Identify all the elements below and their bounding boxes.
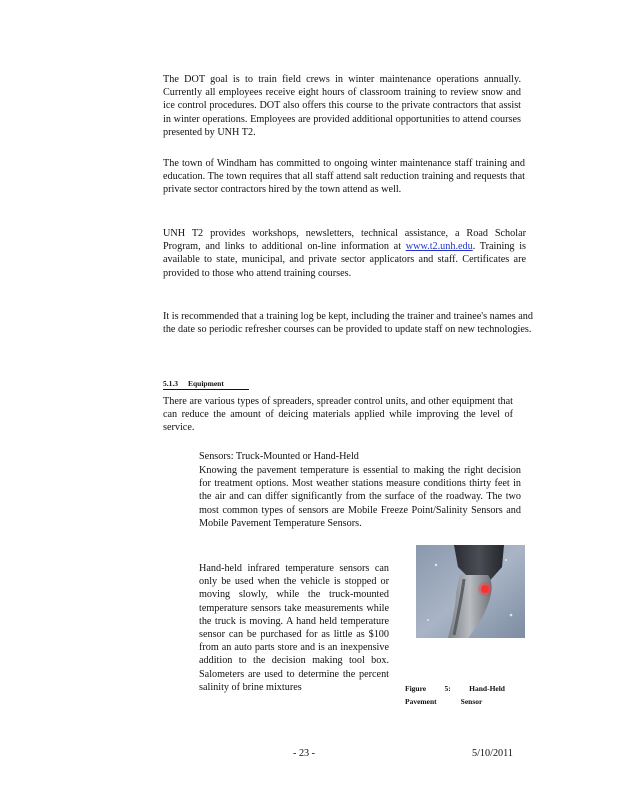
paragraph-windham: The town of Windham has committed to ongoing winter maintenance staff training and education. The town requires that all staff attend salt reduction training and requests that private sector contractors hired by the town attend as well.: [163, 158, 525, 196]
paragraph-unh-t2: [163, 227, 526, 280]
figure-title-sensor: Sensor: [460, 697, 483, 706]
section-number: 5.1.3: [163, 379, 178, 388]
figure-caption: [405, 682, 505, 708]
section-title: Equipment: [188, 379, 224, 388]
paragraph-dot-goal: The DOT goal is to train field crews in winter maintenance operations annually. Currently all employees receive eight hours of classroom training to review snow and ice control procedures. DOT also offers this course to the private contractors that assist in winter operations. Employees are provided additional opportunities to attend courses presented by UNH T2.: [163, 74, 521, 138]
paragraph-sensors: Knowing the pavement temperature is essential to making the right decision for treatment options. Most weather stations measure conditions thirty feet in the air and can differ significantly from the surface of the roadway. The two most common types of sensors are Mobile Freeze Point/Salinity Sensors and Mobile Pavement Temperature Sensors.: [199, 465, 521, 529]
unh-t2-text-before: UNH T2 provides workshops, newsletters, technical assistance, a Road Scholar Program, and links to additional on-line information at: [163, 228, 526, 253]
figure-label: Figure: [405, 684, 427, 693]
footer-date: 5/10/2011: [472, 748, 513, 759]
subsection-title: Sensors: Truck-Mounted or Hand-Held: [199, 451, 359, 462]
figure-title-pavement: Pavement: [405, 697, 437, 706]
paragraph-equipment-intro: There are various types of spreaders, spreader control units, and other equipment that can reduce the amount of deicing materials applied while improving the level of service.: [163, 396, 513, 434]
figure-number: 5:: [444, 684, 451, 693]
handheld-sensor-photo: [416, 545, 525, 638]
section-heading: [163, 379, 249, 390]
paragraph-handheld: Hand-held infrared temperature sensors can only be used when the vehicle is stopped or moving slowly, while the truck-mounted temperature sensors take measurements while the truck is moving. A hand held temperature sensor can be purchased for as little as $100 from an auto parts store and is an inexpensive addition to the decision making tool box. Salometers are used to determine the percent salinity of brine mixtures: [199, 563, 389, 693]
paragraph-training-log: It is recommended that a training log be kept, including the trainer and trainee's names and the date so periodic refresher courses can be provided to update staff on new technologies.: [163, 311, 533, 336]
figure-title-line1: Hand-Held: [469, 684, 505, 693]
unh-t2-text-after: . Training is available to state, municipal, and private sector applicators and staff. Certificates are provided to those who attend training courses.: [163, 241, 527, 279]
page-number: - 23 -: [293, 748, 316, 759]
t2-website-link[interactable]: www.t2.unh.edu: [405, 241, 473, 253]
